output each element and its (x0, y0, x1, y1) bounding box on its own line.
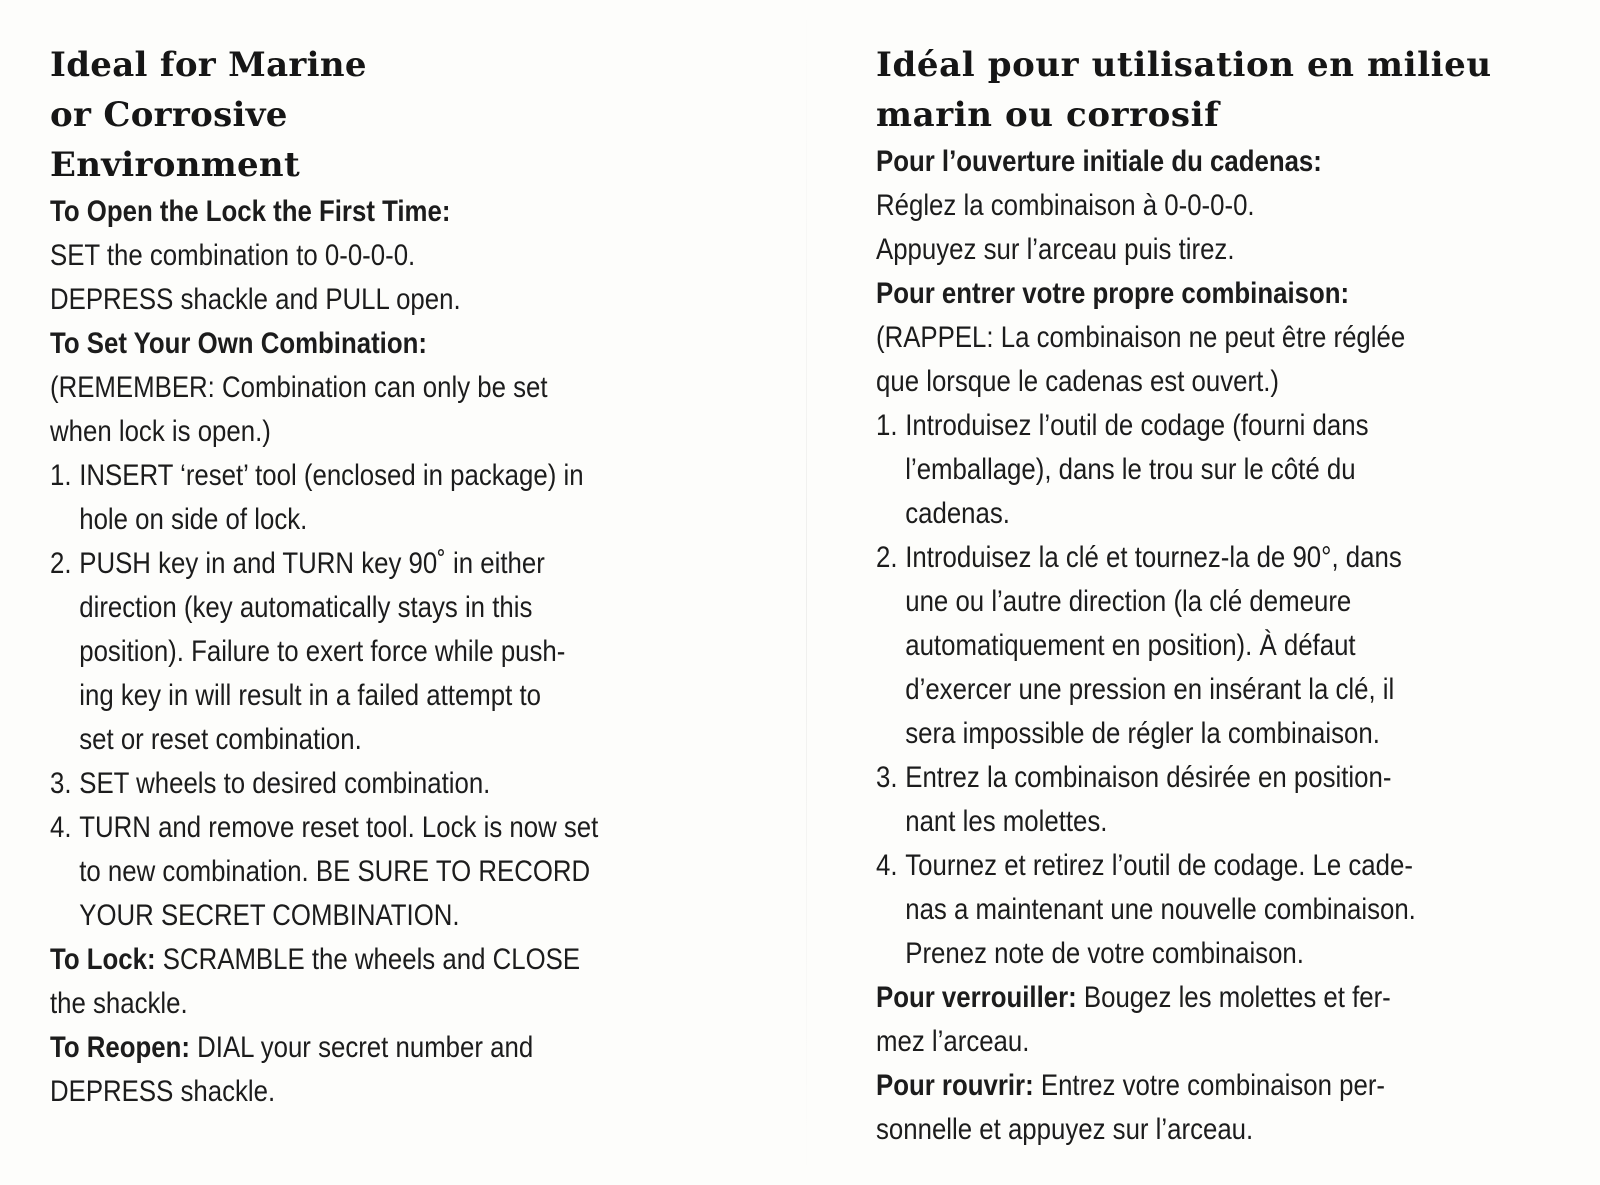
step-item (50, 454, 783, 542)
step-line: d’exercer une pression en insérant la clé, il (905, 673, 1395, 706)
lock-text: Bougez les molettes et fer- (1076, 981, 1391, 1014)
english-title (50, 40, 430, 190)
french-title-line: Idéal pour utilisation en milieu (876, 45, 1492, 85)
step-line: Introduisez l’outil de codage (fourni dans (905, 409, 1369, 442)
step-line: direction (key automatically stays in this (79, 591, 533, 624)
lock-instruction (876, 976, 1584, 1064)
english-title-line: Ideal for Marine (50, 45, 367, 85)
remember-line: when lock is open.) (50, 415, 271, 448)
step-line: SET wheels to desired combination. (79, 767, 491, 800)
step-line: to new combination. BE SURE TO RECORD (79, 855, 591, 888)
step-number: 2. (876, 541, 898, 574)
lock-text: SCRAMBLE the wheels and CLOSE (155, 943, 581, 976)
step-line: une ou l’autre direction (la clé demeure (905, 585, 1352, 618)
set-combination-heading: To Set Your Own Combination: (50, 327, 427, 360)
step-line: TURN and remove reset tool. Lock is now set (79, 811, 599, 844)
step-item (876, 756, 1584, 844)
first-time-line: SET the combination to 0-0-0-0. (50, 239, 416, 272)
french-body (876, 140, 1584, 1152)
english-column (50, 40, 785, 1114)
french-title (876, 40, 1576, 140)
lock-label: To Lock: (50, 943, 156, 976)
remember-line: (REMEMBER: Combination can only be set (50, 371, 548, 404)
reopen-label: Pour rouvrir: (876, 1069, 1034, 1102)
step-item (50, 762, 783, 806)
step-line: nant les molettes. (905, 805, 1108, 838)
reopen-text: DIAL your secret number and (189, 1031, 534, 1064)
step-number: 1. (876, 409, 898, 442)
step-line: position). Failure to exert force while push- (79, 635, 566, 668)
step-item (50, 806, 783, 938)
remember-line: que lorsque le cadenas est ouvert.) (876, 365, 1280, 398)
step-line: PUSH key in and TURN key 90˚ in either (79, 547, 545, 580)
set-combination-heading: Pour entrer votre propre combinaison: (876, 277, 1350, 310)
lock-text: mez l’arceau. (876, 1025, 1030, 1058)
step-line: Introduisez la clé et tournez-la de 90°, dans (905, 541, 1402, 574)
step-line: sera impossible de régler la combinaison. (905, 717, 1380, 750)
step-line: cadenas. (905, 497, 1010, 530)
first-time-line: DEPRESS shackle and PULL open. (50, 283, 461, 316)
step-line: nas a maintenant une nouvelle combinaison. (905, 893, 1416, 926)
reopen-label: To Reopen: (50, 1031, 190, 1064)
step-line: l’emballage), dans le trou sur le côté du (905, 453, 1356, 486)
reopen-instruction (50, 1026, 783, 1114)
step-item (876, 844, 1584, 976)
first-time-line: Réglez la combinaison à 0-0-0-0. (876, 189, 1255, 222)
step-line: Prenez note de votre combinaison. (905, 937, 1304, 970)
first-time-heading: To Open the Lock the First Time: (50, 195, 451, 228)
step-number: 3. (876, 761, 898, 794)
lock-text: the shackle. (50, 987, 188, 1020)
english-title-line: Environment (50, 145, 300, 185)
step-line: Entrez la combinaison désirée en position- (905, 761, 1392, 794)
first-time-heading: Pour l’ouverture initiale du cadenas: (876, 145, 1322, 178)
step-line: INSERT ‘reset’ tool (enclosed in package) in (79, 459, 584, 492)
step-item (876, 404, 1584, 536)
step-line: ing key in will result in a failed attempt to (79, 679, 542, 712)
step-line: Tournez et retirez l’outil de codage. Le cade- (905, 849, 1413, 882)
step-number: 4. (876, 849, 898, 882)
step-line: hole on side of lock. (79, 503, 308, 536)
reopen-text: Entrez votre combinaison per- (1033, 1069, 1386, 1102)
step-number: 4. (50, 811, 72, 844)
reopen-text: sonnelle et appuyez sur l’arceau. (876, 1113, 1254, 1146)
french-column (876, 40, 1586, 1152)
remember-line: (RAPPEL: La combinaison ne peut être réglée (876, 321, 1406, 354)
step-line: set or reset combination. (79, 723, 362, 756)
english-body (50, 190, 783, 1114)
step-line: automatiquement en position). À défaut (905, 629, 1356, 662)
fold-line (806, 0, 807, 1185)
first-time-line: Appuyez sur l’arceau puis tirez. (876, 233, 1235, 266)
step-number: 2. (50, 547, 72, 580)
french-title-line: marin ou corrosif (876, 95, 1220, 135)
step-number: 1. (50, 459, 72, 492)
step-item (876, 536, 1584, 756)
step-item (50, 542, 783, 762)
lock-label: Pour verrouiller: (876, 981, 1077, 1014)
reopen-text: DEPRESS shackle. (50, 1075, 276, 1108)
step-number: 3. (50, 767, 72, 800)
lock-instruction (50, 938, 783, 1026)
reopen-instruction (876, 1064, 1584, 1152)
english-title-line: or Corrosive (50, 95, 288, 135)
step-line: YOUR SECRET COMBINATION. (79, 899, 460, 932)
